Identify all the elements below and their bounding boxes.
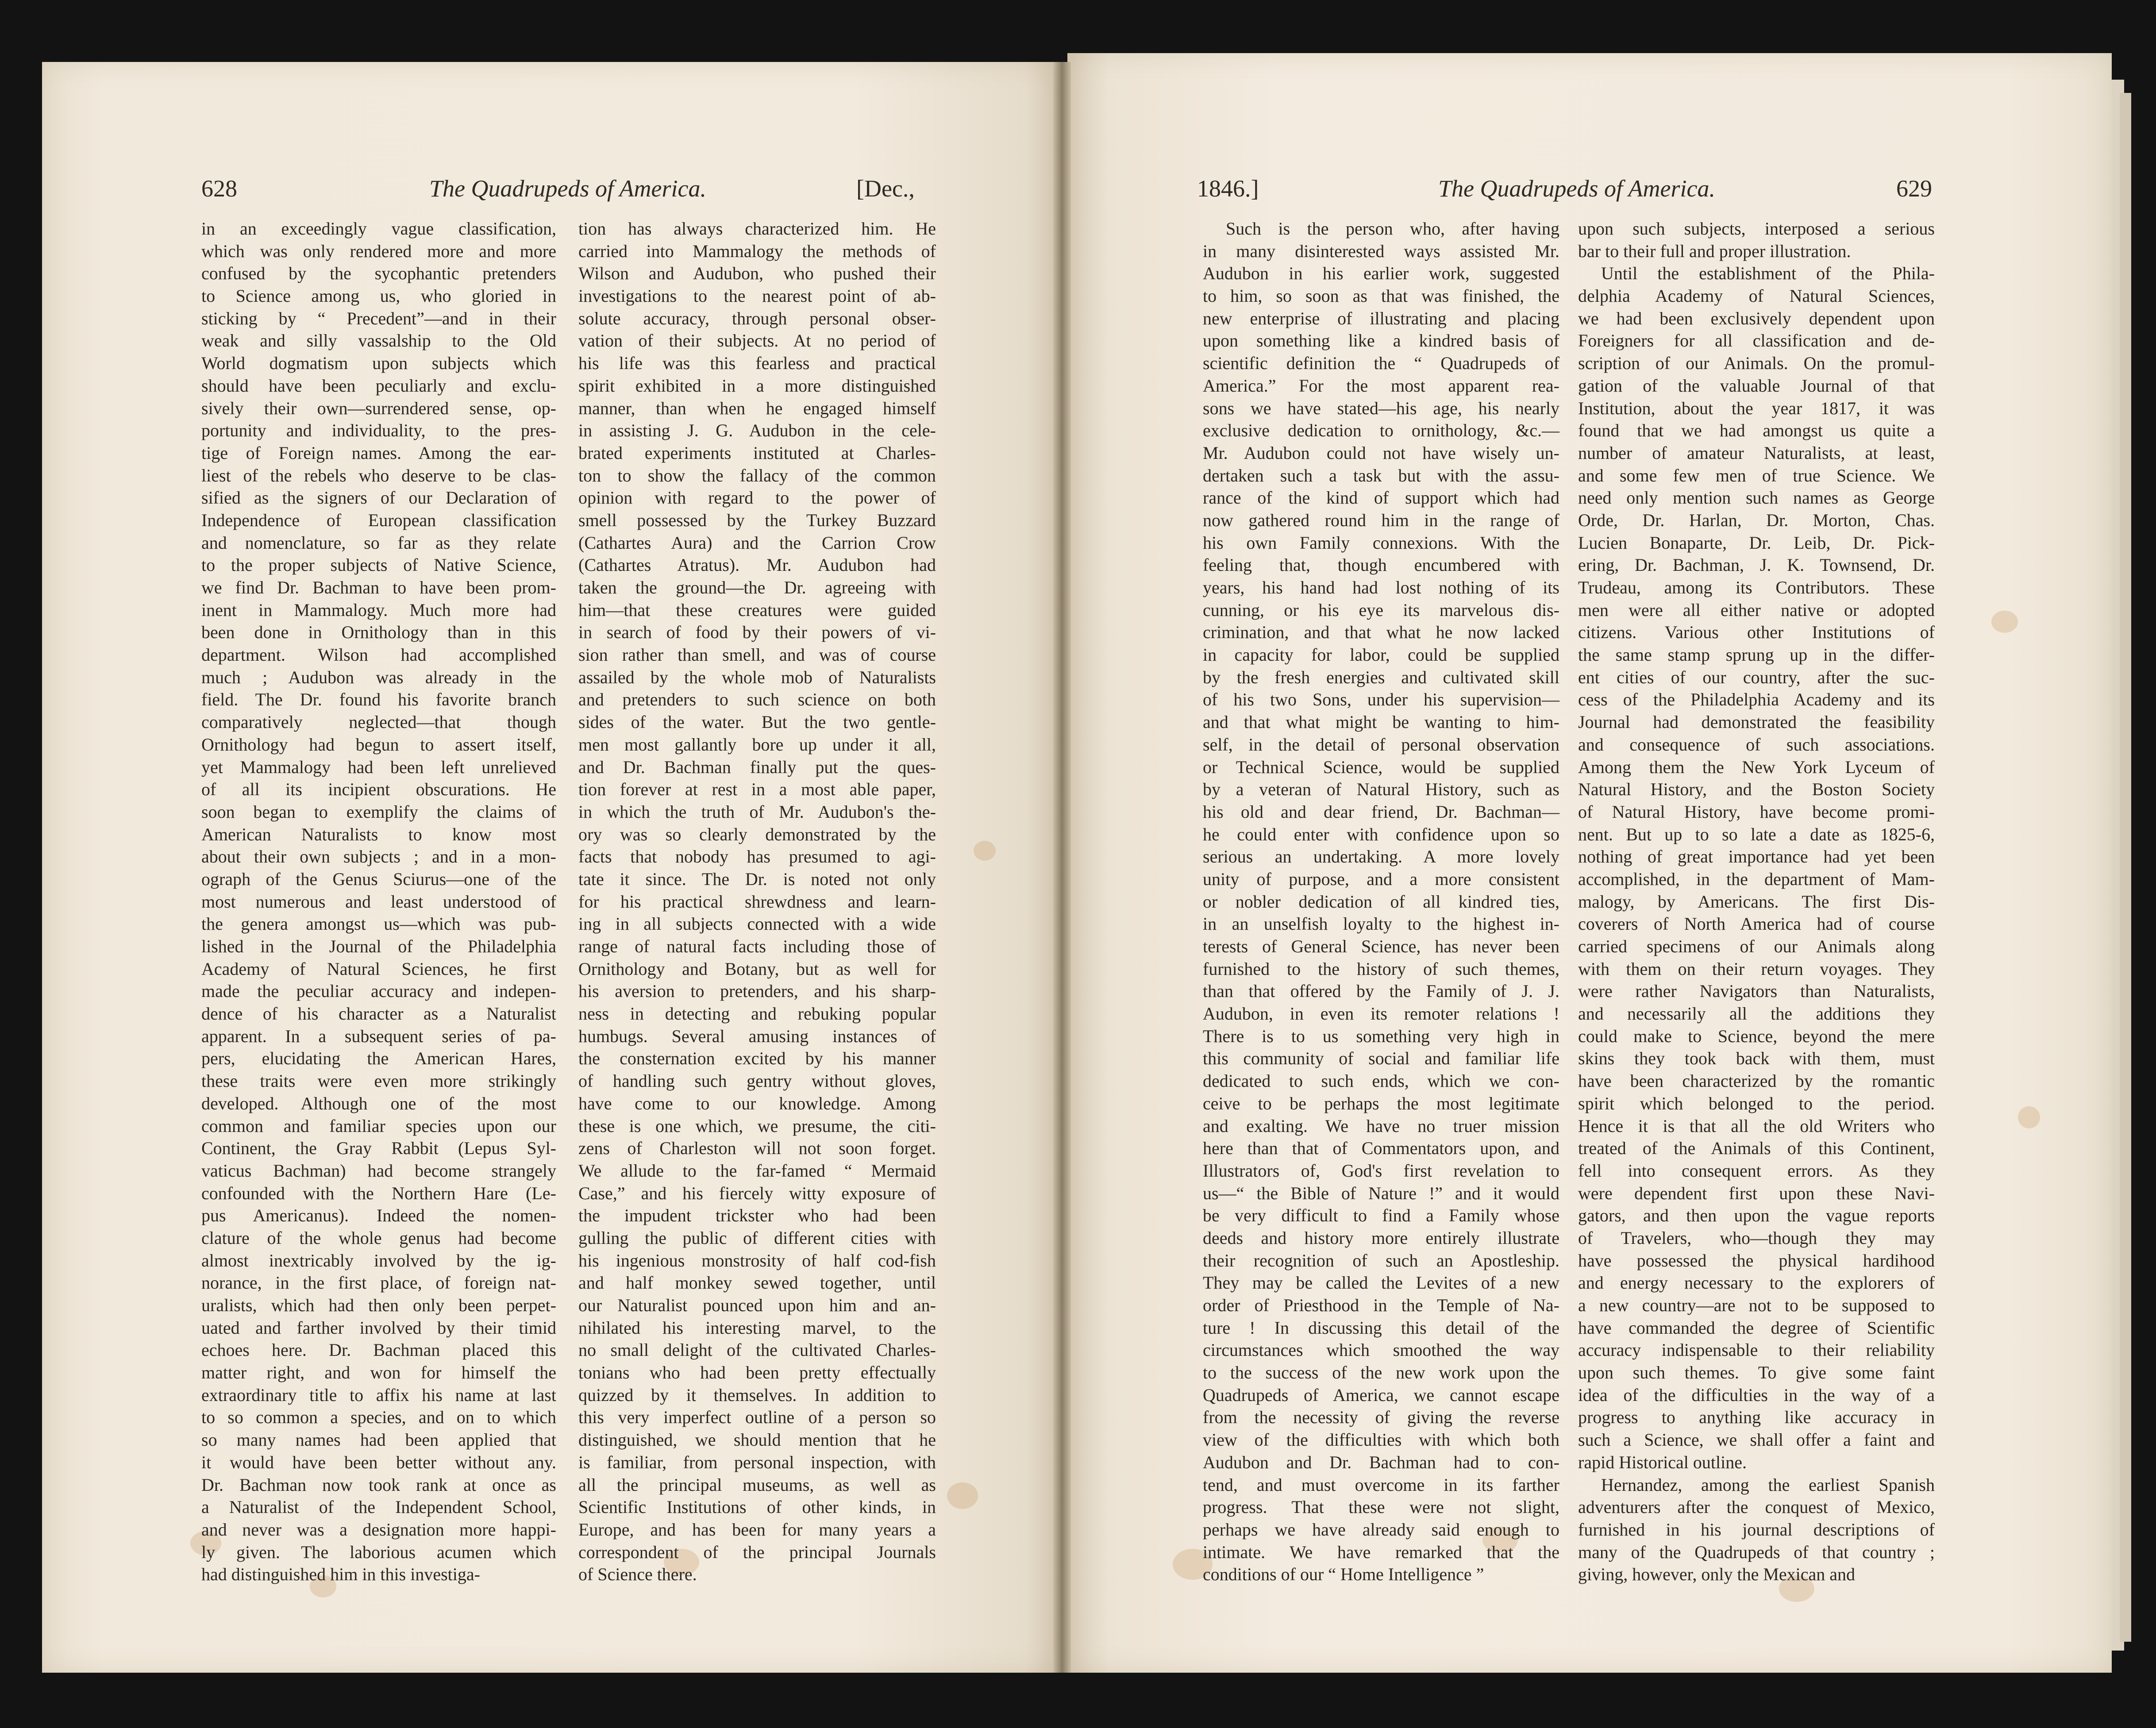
right-page-number: 629 bbox=[1896, 175, 1932, 202]
text-line: range of natural facts including those of bbox=[578, 936, 936, 956]
text-line: his life was this fearless and practical bbox=[578, 353, 936, 373]
text-line: new enterprise of illustrating and placing bbox=[1203, 308, 1559, 328]
text-line: and exalting. We have no truer mission bbox=[1203, 1116, 1559, 1136]
text-line: uralists, which had then only been perpet- bbox=[201, 1295, 556, 1315]
text-line: ering, Dr. Bachman, J. K. Townsend, Dr. bbox=[1578, 555, 1935, 575]
text-line: Foreigners for all classification and de- bbox=[1578, 331, 1935, 351]
text-line: crimination, and that what he now lacked bbox=[1203, 622, 1559, 643]
text-line: Dr. Bachman now took rank at once as bbox=[201, 1474, 556, 1495]
text-line: Europe, and has been for many years a bbox=[578, 1519, 936, 1539]
text-line: Hence it is that all the old Writers who bbox=[1578, 1116, 1935, 1136]
text-line: tion has always characterized him. He bbox=[578, 219, 936, 239]
text-line: Audubon, in even its remoter relations ! bbox=[1203, 1004, 1559, 1024]
right-page-header bbox=[1197, 175, 1949, 215]
text-line: nothing of great importance had yet been bbox=[1578, 847, 1935, 867]
text-line: feeling that, though encumbered with bbox=[1203, 555, 1559, 575]
text-line: such a Science, we shall offer a faint and bbox=[1578, 1430, 1935, 1450]
text-line: There is to us something very high in bbox=[1203, 1026, 1559, 1046]
text-line: investigations to the nearest point of ab- bbox=[578, 286, 936, 306]
text-line: Ornithology and Botany, but as well for bbox=[578, 958, 936, 979]
text-line: spirit which belonged to the period. bbox=[1578, 1093, 1935, 1113]
text-line: so many names had been applied that bbox=[201, 1430, 556, 1450]
foxing-stain bbox=[947, 1482, 978, 1509]
text-line: to Science among us, who gloried in bbox=[201, 286, 556, 306]
book-gutter bbox=[1053, 62, 1071, 1673]
text-line: upon such subjects, interposed a serious bbox=[1578, 219, 1935, 239]
text-line: his old and dear friend, Dr. Bachman— bbox=[1203, 801, 1559, 822]
text-line: his ingenious monstrosity of half cod-fish bbox=[578, 1250, 936, 1270]
left-page-column-2 bbox=[578, 218, 936, 1586]
text-line: his aversion to pretenders, and his sharp- bbox=[578, 981, 936, 1001]
text-line: our Naturalist pounced upon him and an- bbox=[578, 1295, 936, 1315]
text-line: apparent. In a subsequent series of pa- bbox=[201, 1026, 556, 1046]
foxing-stain bbox=[2018, 1106, 2040, 1128]
text-line: ograph of the Genus Sciurus—one of the bbox=[201, 869, 556, 889]
text-line: and pretenders to such science on both bbox=[578, 689, 936, 710]
text-line: confounded with the Northern Hare (Le- bbox=[201, 1183, 556, 1203]
page-edge bbox=[2120, 93, 2131, 1642]
text-line: sion rather than smell, and was of course bbox=[578, 645, 936, 665]
text-line: tion forever at rest in a most able paper, bbox=[578, 779, 936, 800]
text-line: norance, in the first place, of foreign nat- bbox=[201, 1273, 556, 1293]
text-line: Independence of European classification bbox=[201, 510, 556, 530]
text-line: found that we had amongst us quite a bbox=[1578, 420, 1935, 441]
text-line: ly given. The laborious acumen which bbox=[201, 1542, 556, 1562]
text-line: Wilson and Audubon, who pushed their bbox=[578, 263, 936, 284]
text-line: pus Americanus). Indeed the nomen- bbox=[201, 1205, 556, 1226]
text-line: distinguished, we should mention that he bbox=[578, 1430, 936, 1450]
text-line: ton to show the fallacy of the common bbox=[578, 465, 936, 485]
text-line: furnished to the history of such themes, bbox=[1203, 958, 1559, 979]
text-line: than that offered by the Family of J. J. bbox=[1203, 981, 1559, 1001]
text-line: cess of the Philadelphia Academy and its bbox=[1578, 689, 1935, 710]
text-line: quizzed by it themselves. In addition to bbox=[578, 1385, 936, 1405]
text-line: and Dr. Bachman finally put the ques- bbox=[578, 757, 936, 777]
text-line: been done in Ornithology than in this bbox=[201, 622, 556, 643]
text-line: his own Family connexions. With the bbox=[1203, 532, 1559, 553]
text-line: nihilated his interesting marvel, to the bbox=[578, 1317, 936, 1338]
text-line: a Naturalist of the Independent School, bbox=[201, 1497, 556, 1517]
text-line: no small delight of the cultivated Charles- bbox=[578, 1340, 936, 1360]
right-page-column-2 bbox=[1578, 218, 1935, 1586]
text-line: gation of the valuable Journal of that bbox=[1578, 375, 1935, 396]
text-line: developed. Although one of the most bbox=[201, 1093, 556, 1113]
text-line: brated experiments instituted at Charles- bbox=[578, 443, 936, 463]
text-line: Until the establishment of the Phila- bbox=[1601, 263, 1935, 284]
text-line: for his practical shrewdness and learn- bbox=[578, 891, 936, 912]
text-line: Continent, the Gray Rabbit (Lepus Syl- bbox=[201, 1138, 556, 1158]
text-line: taken the ground—the Dr. agreeing with bbox=[578, 577, 936, 597]
text-line: in assisting J. G. Audubon in the cele- bbox=[578, 420, 936, 441]
text-line: extraordinary title to affix his name at last bbox=[201, 1385, 556, 1405]
left-page-column-1 bbox=[201, 218, 556, 1586]
right-page-column-1 bbox=[1203, 218, 1559, 1586]
text-line: and energy necessary to the explorers of bbox=[1578, 1273, 1935, 1293]
text-line: Orde, Dr. Harlan, Dr. Morton, Chas. bbox=[1578, 510, 1935, 530]
text-line: confused by the sycophantic pretenders bbox=[201, 263, 556, 284]
text-line: serious an undertaking. A more lovely bbox=[1203, 847, 1559, 867]
text-line: field. The Dr. found his favorite branch bbox=[201, 689, 556, 710]
text-line: citizens. Various other Institutions of bbox=[1578, 622, 1935, 643]
text-line: should have been peculiarly and exclu- bbox=[201, 375, 556, 396]
text-line: (Cathartes Aura) and the Carrion Crow bbox=[578, 532, 936, 553]
text-line: or Technical Science, would be supplied bbox=[1203, 757, 1559, 777]
text-line: uated and farther involved by their timid bbox=[201, 1317, 556, 1338]
text-line: sively their own—surrendered sense, op- bbox=[201, 398, 556, 418]
text-line: of all its incipient obscurations. He bbox=[201, 779, 556, 800]
text-line: clature of the whole genus had become bbox=[201, 1228, 556, 1248]
text-line: this community of social and familiar life bbox=[1203, 1048, 1559, 1069]
text-line: yet Mammalogy had been left unrelieved bbox=[201, 757, 556, 777]
text-line: and that what might be wanting to him- bbox=[1203, 712, 1559, 732]
text-line: We allude to the far-famed “ Mermaid bbox=[578, 1160, 936, 1181]
text-line: made the peculiar accuracy and indepen- bbox=[201, 981, 556, 1001]
text-line: were rather Navigators than Naturalists, bbox=[1578, 981, 1935, 1001]
text-line: common and familiar species upon our bbox=[201, 1116, 556, 1136]
text-line: They may be called the Levites of a new bbox=[1203, 1273, 1559, 1293]
text-line: it would have been better without any. bbox=[201, 1452, 556, 1472]
text-line: portunity and individuality, to the pres- bbox=[201, 420, 556, 441]
text-line: upon such themes. To give some faint bbox=[1578, 1362, 1935, 1383]
text-line: accuracy indispensable to their reliability bbox=[1578, 1340, 1935, 1360]
text-line: the impudent trickster who had been bbox=[578, 1205, 936, 1226]
text-line: of Travelers, who—though they may bbox=[1578, 1228, 1935, 1248]
text-line: rance of the kind of support which had bbox=[1203, 488, 1559, 508]
text-line: have come to our knowledge. Among bbox=[578, 1093, 936, 1113]
text-line: these traits were even more strikingly bbox=[201, 1071, 556, 1091]
text-line: comparatively neglected—that though bbox=[201, 712, 556, 732]
text-line: sticking by “ Precedent”—and in their bbox=[201, 308, 556, 328]
text-line: in an unselfish loyalty to the highest in- bbox=[1203, 914, 1559, 934]
text-line: have possessed the physical hardihood bbox=[1578, 1250, 1935, 1270]
text-line: scientific definition the “ Quadrupeds of bbox=[1203, 353, 1559, 373]
text-line: the genera amongst us—which was pub- bbox=[201, 914, 556, 934]
text-line: gulling the public of different cities with bbox=[578, 1228, 936, 1248]
text-line: had distinguished him in this investiga- bbox=[201, 1564, 480, 1585]
text-line: exclusive dedication to ornithology, &c.— bbox=[1203, 420, 1559, 441]
text-line: and half monkey sewed together, until bbox=[578, 1273, 936, 1293]
text-line: adventurers after the conquest of Mexico, bbox=[1578, 1497, 1935, 1517]
text-line: of his two Sons, under his supervision— bbox=[1203, 689, 1559, 710]
text-line: and nomenclature, so far as they relate bbox=[201, 532, 556, 553]
text-line: Natural History, and the Boston Society bbox=[1578, 779, 1935, 800]
text-line: department. Wilson had accomplished bbox=[201, 645, 556, 665]
text-line: in capacity for labor, could be supplied bbox=[1203, 645, 1559, 665]
text-line: treated of the Animals of this Continent, bbox=[1578, 1138, 1935, 1158]
text-line: pers, elucidating the American Hares, bbox=[201, 1048, 556, 1069]
text-line: Mr. Audubon could not have wisely un- bbox=[1203, 443, 1559, 463]
text-line: Audubon in his earlier work, suggested bbox=[1203, 263, 1559, 284]
text-line: Academy of Natural Sciences, he first bbox=[201, 958, 556, 979]
text-line: sified as the signers of our Declaration of bbox=[201, 488, 556, 508]
text-line: gators, and then upon the vague reports bbox=[1578, 1205, 1935, 1226]
text-line: Institution, about the year 1817, it was bbox=[1578, 398, 1935, 418]
text-line: America.” For the most apparent rea- bbox=[1203, 375, 1559, 396]
text-line: liest of the rebels who deserve to be clas- bbox=[201, 465, 556, 485]
text-line: we had been exclusively dependent upon bbox=[1578, 308, 1935, 328]
text-line: have been characterized by the romantic bbox=[1578, 1071, 1935, 1091]
text-line: sons we have stated—his age, his nearly bbox=[1203, 398, 1559, 418]
right-running-title: The Quadrupeds of America. bbox=[1438, 175, 1715, 202]
text-line: conditions of our “ Home Intelligence ” bbox=[1203, 1564, 1484, 1585]
text-line: Journal had demonstrated the feasibility bbox=[1578, 712, 1935, 732]
text-line: sides of the water. But the two gentle- bbox=[578, 712, 936, 732]
text-line: ory was so clearly demonstrated by the bbox=[578, 824, 936, 844]
text-line: lished in the Journal of the Philadelphia bbox=[201, 936, 556, 956]
text-line: much ; Audubon was already in the bbox=[201, 667, 556, 687]
text-line: American Naturalists to know most bbox=[201, 824, 556, 844]
text-line: (Cathartes Atratus). Mr. Audubon had bbox=[578, 555, 936, 575]
text-line: weak and silly vassalship to the Old bbox=[201, 331, 556, 351]
text-line: to the success of the new work upon the bbox=[1203, 1362, 1559, 1383]
text-line: many of the Quadrupeds of that country ; bbox=[1578, 1542, 1935, 1562]
text-line: and never was a designation more happi- bbox=[201, 1519, 556, 1539]
text-line: or nobler dedication of all kindred ties, bbox=[1203, 891, 1559, 912]
text-line: progress. That these were not slight, bbox=[1203, 1497, 1559, 1517]
text-line: Such is the person who, after having bbox=[1226, 219, 1559, 239]
text-line: Ornithology had begun to assert itself, bbox=[201, 734, 556, 754]
text-line: by a veteran of Natural History, such as bbox=[1203, 779, 1559, 800]
text-line: view of the difficulties with which both bbox=[1203, 1430, 1559, 1450]
text-line: to so common a species, and on to which bbox=[201, 1407, 556, 1428]
text-line: him—that these creatures were guided bbox=[578, 600, 936, 620]
text-line: coverers of North America had of course bbox=[1578, 914, 1935, 934]
text-line: Case,” and his fiercely witty exposure of bbox=[578, 1183, 936, 1203]
text-line: to the proper subjects of Native Science, bbox=[201, 555, 556, 575]
text-line: now gathered round him in the range of bbox=[1203, 510, 1559, 530]
text-line: Among them the New York Lyceum of bbox=[1578, 757, 1935, 777]
text-line: number of amateur Naturalists, at least, bbox=[1578, 443, 1935, 463]
text-line: Illustrators of, God's first revelation to bbox=[1203, 1160, 1559, 1181]
text-line: from the necessity of giving the reverse bbox=[1203, 1407, 1559, 1428]
text-line: Hernandez, among the earliest Spanish bbox=[1601, 1474, 1935, 1495]
text-line: of Science there. bbox=[578, 1564, 697, 1585]
text-line: ceive to be perhaps the most legitimate bbox=[1203, 1093, 1559, 1113]
text-line: have commanded the degree of Scientific bbox=[1578, 1317, 1935, 1338]
text-line: their recognition of such an Apostleship. bbox=[1203, 1250, 1559, 1270]
text-line: Audubon and Dr. Bachman had to con- bbox=[1203, 1452, 1559, 1472]
text-line: vaticus Bachman) had become strangely bbox=[201, 1160, 556, 1181]
text-line: order of Priesthood in the Temple of Na- bbox=[1203, 1295, 1559, 1315]
text-line: all the principal museums, as well as bbox=[578, 1474, 936, 1495]
text-line: dedicated to such ends, which we con- bbox=[1203, 1071, 1559, 1091]
text-line: these is one which, we presume, the citi- bbox=[578, 1116, 936, 1136]
text-line: scription of our Animals. On the promul- bbox=[1578, 353, 1935, 373]
text-line: were dependent first upon these Navi- bbox=[1578, 1183, 1935, 1203]
text-line: tonians who had been pretty effectually bbox=[578, 1362, 936, 1383]
text-line: furnished in his journal descriptions of bbox=[1578, 1519, 1935, 1539]
text-line: self, in the detail of personal observation bbox=[1203, 734, 1559, 754]
foxing-stain bbox=[974, 841, 996, 861]
text-line: men most gallantly bore up under it all, bbox=[578, 734, 936, 754]
text-line: to him, so soon as that was finished, the bbox=[1203, 286, 1559, 306]
text-line: be very difficult to find a Family whose bbox=[1203, 1205, 1559, 1226]
text-line: he could enter with confidence upon so bbox=[1203, 824, 1559, 844]
text-line: we find Dr. Bachman to have been prom- bbox=[201, 577, 556, 597]
left-running-title: The Quadrupeds of America. bbox=[429, 175, 706, 202]
text-line: of handling such gentry without gloves, bbox=[578, 1071, 936, 1091]
text-line: tate it since. The Dr. is noted not only bbox=[578, 869, 936, 889]
text-line: in search of food by their powers of vi- bbox=[578, 622, 936, 643]
text-line: unity of purpose, and a more consistent bbox=[1203, 869, 1559, 889]
text-line: in many disinterested ways assisted Mr. bbox=[1203, 241, 1559, 261]
text-line: circumstances which smoothed the way bbox=[1203, 1340, 1559, 1360]
text-line: progress to anything like accuracy in bbox=[1578, 1407, 1935, 1428]
text-line: in which the truth of Mr. Audubon's the- bbox=[578, 801, 936, 822]
text-line: the consternation excited by his manner bbox=[578, 1048, 936, 1069]
text-line: delphia Academy of Natural Sciences, bbox=[1578, 286, 1935, 306]
text-line: men were all either native or adopted bbox=[1578, 600, 1935, 620]
text-line: manner, than when he engaged himself bbox=[578, 398, 936, 418]
text-line: is familiar, from personal inspection, with bbox=[578, 1452, 936, 1472]
text-line: us—“ the Bible of Nature !” and it would bbox=[1203, 1183, 1559, 1203]
left-page-number: 628 bbox=[201, 175, 237, 202]
text-line: ness in detecting and rebuking popular bbox=[578, 1004, 936, 1024]
text-line: Trudeau, among its Contributors. These bbox=[1578, 577, 1935, 597]
text-line: carried into Mammalogy the methods of bbox=[578, 241, 936, 261]
text-line: matter right, and won for himself the bbox=[201, 1362, 556, 1383]
text-line: tend, and must overcome in its farther bbox=[1203, 1474, 1559, 1495]
text-line: with them on their return voyages. They bbox=[1578, 958, 1935, 979]
left-page-header bbox=[201, 175, 954, 215]
text-line: deeds and history more entirely illustrate bbox=[1203, 1228, 1559, 1248]
text-line: intimate. We have remarked that the bbox=[1203, 1542, 1559, 1562]
text-line: fell into consequent errors. As they bbox=[1578, 1160, 1935, 1181]
text-line: most numerous and least understood of bbox=[201, 891, 556, 912]
text-line: and consequence of such associations. bbox=[1578, 734, 1935, 754]
text-line: by the fresh energies and cultivated skill bbox=[1203, 667, 1559, 687]
text-line: idea of the difficulties in the way of a bbox=[1578, 1385, 1935, 1405]
text-line: need only mention such names as George bbox=[1578, 488, 1935, 508]
text-line: which was only rendered more and more bbox=[201, 241, 556, 261]
text-line: giving, however, only the Mexican and bbox=[1578, 1564, 1856, 1585]
text-line: this very imperfect outline of a person so bbox=[578, 1407, 936, 1428]
text-line: vation of their subjects. At no period of bbox=[578, 331, 936, 351]
text-line: perhaps we have already said enough to bbox=[1203, 1519, 1559, 1539]
text-line: assailed by the whole mob of Naturalists bbox=[578, 667, 936, 687]
text-line: ture ! In discussing this detail of the bbox=[1203, 1317, 1559, 1338]
text-line: cunning, or his eye its marvelous dis- bbox=[1203, 600, 1559, 620]
text-line: echoes here. Dr. Bachman placed this bbox=[201, 1340, 556, 1360]
text-line: dertaken such a task but with the assu- bbox=[1203, 465, 1559, 485]
text-line: smell possessed by the Turkey Buzzard bbox=[578, 510, 936, 530]
text-line: terests of General Science, has never been bbox=[1203, 936, 1559, 956]
right-header-date: 1846.] bbox=[1197, 175, 1259, 202]
text-line: upon something like a kindred basis of bbox=[1203, 331, 1559, 351]
text-line: Lucien Bonaparte, Dr. Leib, Dr. Pick- bbox=[1578, 532, 1935, 553]
text-line: ent cities of our country, after the suc- bbox=[1578, 667, 1935, 687]
text-line: inent in Mammalogy. Much more had bbox=[201, 600, 556, 620]
text-line: could make to Science, beyond the mere bbox=[1578, 1026, 1935, 1046]
text-line: soon began to exemplify the claims of bbox=[201, 801, 556, 822]
text-line: in an exceedingly vague classification, bbox=[201, 219, 556, 239]
text-line: nent. But up to so late a date as 1825-6, bbox=[1578, 824, 1935, 844]
text-line: correspondent of the principal Journals bbox=[578, 1542, 936, 1562]
text-line: bar to their full and proper illustration. bbox=[1578, 241, 1851, 261]
text-line: World dogmatism upon subjects which bbox=[201, 353, 556, 373]
text-line: the same stamp sprung up in the differ- bbox=[1578, 645, 1935, 665]
text-line: dence of his character as a Naturalist bbox=[201, 1004, 556, 1024]
text-line: skins they took back with them, must bbox=[1578, 1048, 1935, 1069]
text-line: Scientific Institutions of other kinds, in bbox=[578, 1497, 936, 1517]
text-line: zens of Charleston will not soon forget. bbox=[578, 1138, 936, 1158]
text-line: accomplished, in the department of Mam- bbox=[1578, 869, 1935, 889]
text-line: a new country—are not to be supposed to bbox=[1578, 1295, 1935, 1315]
text-line: facts that nobody has presumed to agi- bbox=[578, 847, 936, 867]
text-line: malogy, by Americans. The first Dis- bbox=[1578, 891, 1935, 912]
foxing-stain bbox=[1991, 611, 2018, 633]
text-line: here than that of Commentators upon, and bbox=[1203, 1138, 1559, 1158]
text-line: and necessarily all the additions they bbox=[1578, 1004, 1935, 1024]
text-line: opinion with regard to the power of bbox=[578, 488, 936, 508]
text-line: rapid Historical outline. bbox=[1578, 1452, 1747, 1472]
text-line: years, his hand had lost nothing of its bbox=[1203, 577, 1559, 597]
left-header-date: [Dec., bbox=[856, 175, 915, 202]
text-line: of Natural History, have become promi- bbox=[1578, 801, 1935, 822]
text-line: about their own subjects ; and in a mon- bbox=[201, 847, 556, 867]
text-line: and some few men of true Science. We bbox=[1578, 465, 1935, 485]
text-line: Quadrupeds of America, we cannot escape bbox=[1203, 1385, 1559, 1405]
text-line: tige of Foreign names. Among the ear- bbox=[201, 443, 556, 463]
text-line: solute accuracy, through personal obser- bbox=[578, 308, 936, 328]
text-line: humbugs. Several amusing instances of bbox=[578, 1026, 936, 1046]
text-line: spirit exhibited in a more distinguished bbox=[578, 375, 936, 396]
text-line: ing in all subjects connected with a wide bbox=[578, 914, 936, 934]
text-line: almost inextricably involved by the ig- bbox=[201, 1250, 556, 1270]
text-line: carried specimens of our Animals along bbox=[1578, 936, 1935, 956]
